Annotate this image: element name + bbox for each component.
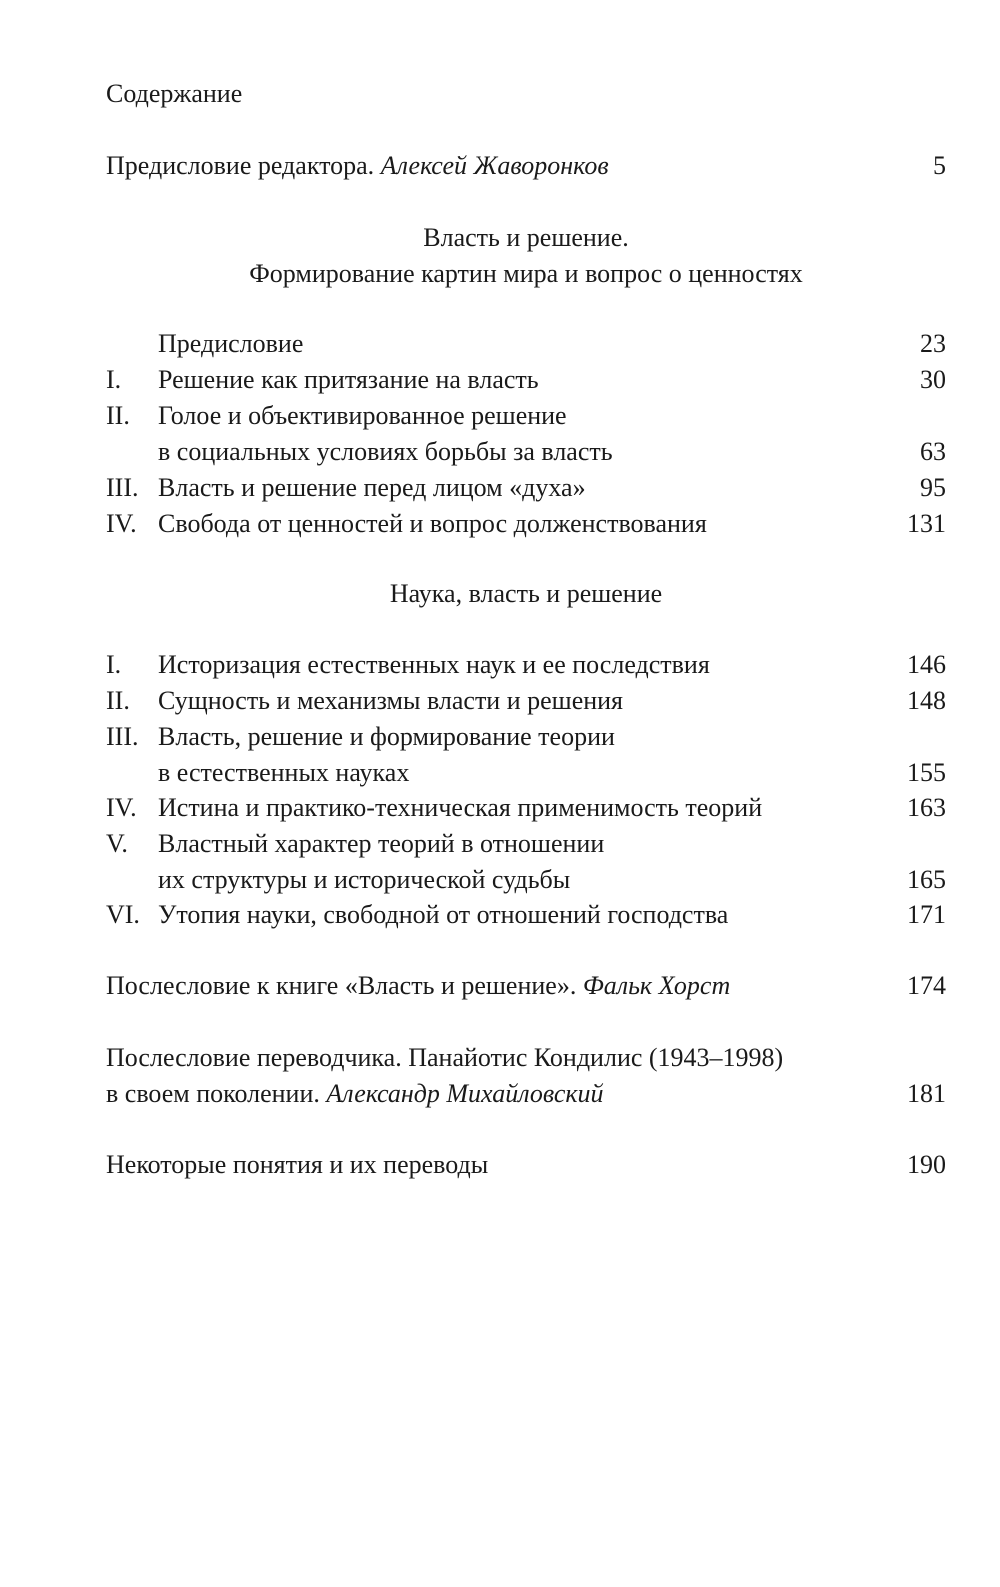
entry-page-number: 95 — [920, 473, 946, 502]
toc-entry-part2-chapter-5-cont[interactable] — [106, 862, 946, 898]
entry-title: Голое и объективированное решение — [158, 401, 567, 430]
toc-entry-afterword[interactable] — [106, 968, 946, 1004]
entry-author: Александр Михайловский — [326, 1079, 604, 1108]
chapter-number: IV. — [106, 509, 137, 538]
entry-title: Предисловие — [158, 329, 304, 358]
toc-entry-part1-chapter-2-cont[interactable] — [106, 434, 946, 470]
toc-entry-part2-chapter-2[interactable] — [106, 683, 946, 719]
entry-page-number: 171 — [907, 900, 946, 929]
entry-title: Послесловие к книге «Власть и решение». — [106, 971, 577, 1000]
entry-title: Свобода от ценностей и вопрос долженствования — [158, 509, 707, 538]
entry-page-number: 63 — [920, 437, 946, 466]
toc-entry-translator-afterword[interactable] — [106, 1040, 946, 1076]
chapter-number: II. — [106, 401, 130, 430]
entry-title-cont: в своем поколении. — [106, 1079, 320, 1108]
entry-page-number: 30 — [920, 365, 946, 394]
chapter-number: III. — [106, 473, 139, 502]
toc-heading — [106, 76, 946, 112]
entry-page-number: 5 — [933, 151, 946, 180]
entry-page-number: 163 — [907, 793, 946, 822]
part1-title-line2: Формирование картин мира и вопрос о ценностях — [249, 259, 803, 288]
entry-title: Предисловие редактора. — [106, 151, 375, 180]
entry-title-cont: в естественных науках — [158, 758, 410, 787]
toc-entry-part2-chapter-3-cont[interactable] — [106, 755, 946, 791]
entry-page-number: 23 — [920, 329, 946, 358]
entry-title: Решение как притязание на власть — [158, 365, 539, 394]
toc-entry-glossary[interactable] — [106, 1147, 946, 1183]
entry-author: Фальк Хорст — [582, 971, 731, 1000]
entry-page-number: 148 — [907, 686, 946, 715]
entry-title: Послесловие переводчика. Панайотис Кондилис (1943–1998) — [106, 1043, 784, 1072]
entry-title: Истина и практико-техническая применимость теорий — [158, 793, 763, 822]
entry-page-number: 155 — [907, 758, 946, 787]
chapter-number: I. — [106, 365, 122, 394]
entry-title: Власть и решение перед лицом «духа» — [158, 473, 586, 502]
toc-entry-part1-chapter-1[interactable] — [106, 362, 946, 398]
heading-text: Содержание — [106, 79, 243, 108]
toc-entry-editor-preface[interactable] — [106, 148, 946, 184]
toc-entry-part2-chapter-5[interactable] — [106, 826, 946, 862]
toc-entry-part1-preface[interactable] — [106, 326, 946, 362]
part2-title: Наука, власть и решение — [389, 579, 663, 608]
chapter-number: IV. — [106, 793, 137, 822]
entry-title: Историзация естественных наук и ее последствия — [158, 650, 710, 679]
chapter-number: V. — [106, 829, 128, 858]
toc-entry-part1-chapter-3[interactable] — [106, 470, 946, 506]
part1-title-line1: Власть и решение. — [423, 223, 629, 252]
entry-title: Властный характер теорий в отношении — [158, 829, 605, 858]
toc-entry-translator-afterword-cont[interactable] — [106, 1076, 946, 1112]
entry-title-cont: в социальных условиях борьбы за власть — [158, 437, 613, 466]
entry-title-cont: их структуры и исторической судьбы — [158, 865, 571, 894]
toc-entry-part2-chapter-4[interactable] — [106, 790, 946, 826]
entry-author: Алексей Жаворонков — [380, 151, 609, 180]
entry-title: Некоторые понятия и их переводы — [106, 1150, 489, 1179]
entry-page-number: 181 — [907, 1079, 946, 1108]
toc-entry-part1-chapter-2[interactable] — [106, 398, 946, 434]
chapter-number: I. — [106, 650, 122, 679]
toc-entry-part2-chapter-3[interactable] — [106, 719, 946, 755]
entry-title: Власть, решение и формирование теории — [158, 722, 615, 751]
entry-page-number: 146 — [907, 650, 946, 679]
entry-title: Сущность и механизмы власти и решения — [158, 686, 624, 715]
chapter-number: III. — [106, 722, 139, 751]
entry-page-number: 190 — [907, 1150, 946, 1179]
entry-title: Утопия науки, свободной от отношений господства — [158, 900, 729, 929]
table-of-contents — [106, 0, 946, 1587]
toc-entry-part2-chapter-1[interactable] — [106, 647, 946, 683]
toc-entry-part1-chapter-4[interactable] — [106, 506, 946, 542]
chapter-number: VI. — [106, 900, 140, 929]
entry-page-number: 165 — [907, 865, 946, 894]
chapter-number: II. — [106, 686, 130, 715]
entry-page-number: 131 — [907, 509, 946, 538]
toc-entry-part2-chapter-6[interactable] — [106, 897, 946, 933]
entry-page-number: 174 — [907, 971, 946, 1000]
